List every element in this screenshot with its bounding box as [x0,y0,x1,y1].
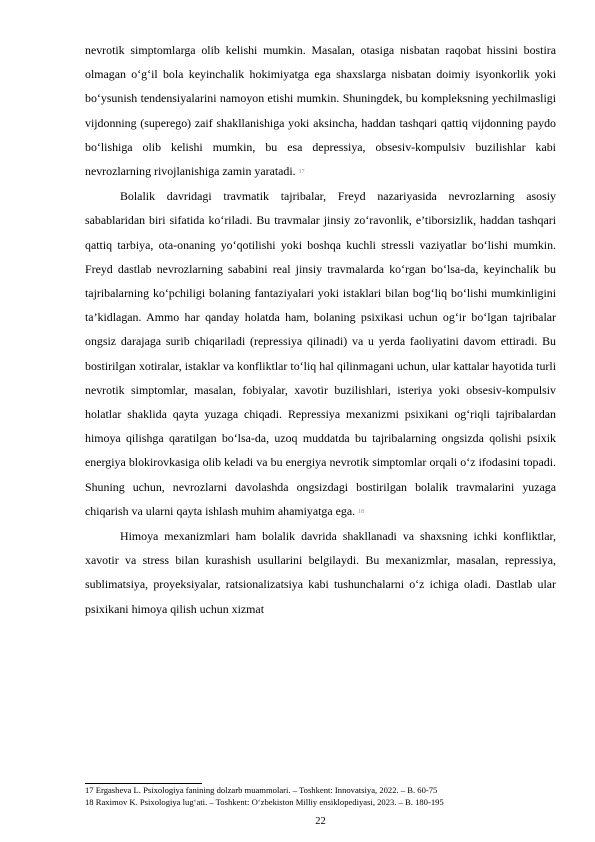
paragraph-1 [85,38,556,184]
footnote-18: 18 Raximov K. Psixologiya lug‘ati. – Toshkent: O‘zbekiston Milliy ensiklopediyasi, 2023. – B. 180-195 [85,797,444,807]
paragraph-3 [85,524,556,621]
paragraph-2 [85,184,556,524]
footnotes [85,784,556,808]
footnote-17: 17 Ergasheva L. Psixologiya fanining dolzarb muammolari. – Toshkent: Innovatsiya, 2022. – B. 60-75 [85,785,438,795]
page-number-text: 22 [315,816,326,827]
paragraph-2-text: Bolalik davridagi travmatik tajribalar, Freyd nazariyasida nevrozlarning asosiy sabablaridan biri sifatida ko‘riladi. Bu travmalar jinsiy zo‘ravonlik, e’tiborsizlik, haddan tashqari qattiq tarbiya, ota-onaning yo‘qotilishi yoki boshqa kuchli stressli vaziyatlar bo‘lishi mumkin. Freyd dastlab nevrozlarning sababini real jinsiy travmalarda ko‘rgan bo‘lsa-da, keyinchalik bu tajribalarning ko‘pchiligi bolaning fantaziyalari yoki istaklari bilan bog‘liq bo‘lishi mumkinligini ta’kidlagan. Ammo har qanday holatda ham, bolaning psixikasi uchun og‘ir bo‘lgan tajribalar ongsiz darajaga surib chiqariladi (repressiya qilinadi) va u yerda faoliyatini davom ettiradi. Bu bostirilgan xotiralar, istaklar va konfliktlar to‘liq hal qilinmagani uchun, ular kattalar hayotida turli nevrotik simptomlar, masalan, fobiyalar, xavotir buzilishlari, isteriya yoki obsesiv-kompulsiv holatlar shaklida qayta yuzaga chiqadi. Repressiya mexanizmi psixikani og‘riqli tajribalardan himoya qilishga qaratilgan bo‘lsa-da, uzoq muddatda bu tajribalarning ongsizda qolishi psixik energiya blokirovkasiga olib keladi va bu energiya nevrotik simptomlar orqali o‘z ifodasini topadi. Shuning uchun, nevrozlarni davolashda ongsizdagi bostirilgan bolalik travmalarini yuzaga chiqarish va ularni qayta ishlash muhim ahamiyatga ega. [85,189,556,518]
body-text [85,38,556,621]
paragraph-3-text: Himoya mexanizmlari ham bolalik davrida shakllanadi va shaxsning ichki konfliktlar, xavotir va stress bilan kurashish usullarini belgilaydi. Bu mexanizmlar, masalan, repressiya, sublimatsiya, proyeksiyalar, ratsionalizatsiya kabi tushunchalarni o‘z ichiga oladi. Dastlab ular psixikani himoya qilish uchun xizmat [85,529,556,616]
paragraph-1-text: nevrotik simptomlarga olib kelishi mumkin. Masalan, otasiga nisbatan raqobat hissini bostira olmagan o‘g‘il bola keyinchalik hokimiyatga ega shaxslarga nisbatan doimiy isyonkorlik yoki bo‘ysunish tendensiyalarini namoyon etishi mumkin. Shuningdek, bu kompleksning yechilmasligi vijdonning (superego) zaif shakllanishiga yoki aksincha, haddan tashqari qattiq vijdonning paydo bo‘lishiga olib kelishi mumkin, bu esa depressiya, obsesiv-kompulsiv buzilishlar kabi nevrozlarning rivojlanishiga zamin yaratadi. [85,43,556,179]
footnote-ref-17[interactable]: 17 [298,169,305,176]
page-number [0,816,595,827]
footnote-ref-18[interactable]: 18 [358,508,365,515]
